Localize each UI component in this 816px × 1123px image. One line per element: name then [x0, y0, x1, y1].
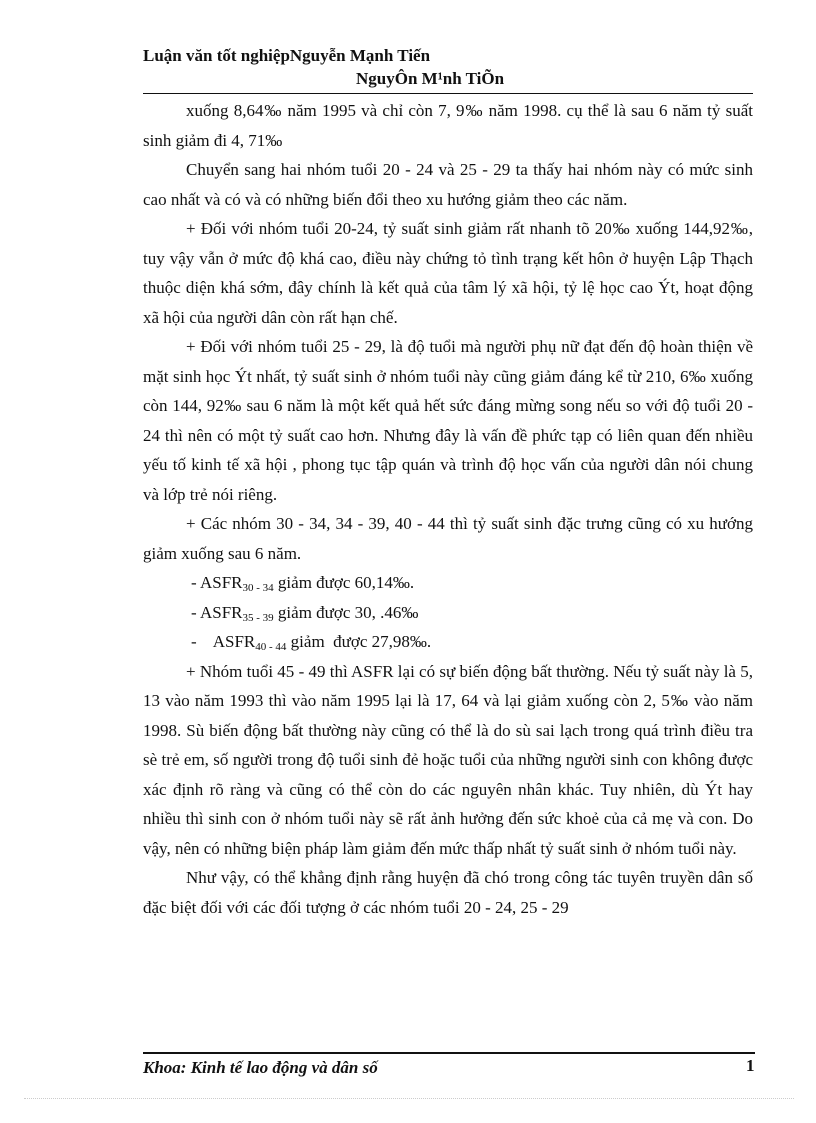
page-number: 1: [746, 1056, 755, 1075]
paragraph-6: + Nhóm tuổi 45 - 49 thì ASFR lại có sự biến động bất thường. Nếu tỷ suất này là 5, 13 vào năm 1993 thì vào năm 1995 lại là 17, 64 và lại giảm xuống còn 2, 5‰ vào năm 1998. Sù biến động bất thường này cũng có thể là do sù sai lạch trong quá trình điều tra sè trẻ em, số người trong độ tuổi sinh đẻ hoặc tuổi của những người sinh con không được xác định rõ ràng và cũng có thể còn do các nguyên nhân khác. Tuy nhiên, dù Ýt hay nhiều thì sinh con ở nhóm tuổi này sẽ rất ảnh hưởng đến sức khoẻ của cả mẹ và con. Do vậy, nên có những biện pháp làm giảm đến mức thấp nhất tỷ suất sinh ở nhóm tuổi này.: [143, 661, 753, 858]
footer-rule: [143, 1052, 755, 1054]
asfr-list-item: - $ASFR_{40 - 44}$ giảm được 27,98‰.: [191, 632, 432, 653]
paragraph-3: + Đối với nhóm tuổi 20-24, tỷ suất sinh giảm rất nhanh tõ 20‰ xuống 144,92‰, tuy vậy vẫn ở mức độ khá cao, điều này chứng tỏ tình trạng kết hôn ở huyện Lập Thạch thuộc diện khá sớm, đây chính là kết quả của tâm lý xã hội, tỷ lệ học cao Ýt, hoạt động xã hội của người dân còn rất hạn chế.: [143, 219, 753, 327]
paragraph-5: + Các nhóm 30 - 34, 34 - 39, 40 - 44 thì tỷ suất sinh đặc trưng cũng có xu hướng giảm xuống sau 6 năm.: [143, 514, 753, 563]
page-bottom-border: [24, 1098, 794, 1099]
asfr-list-item: - $ASFR_{30 - 34}$ giảm được 60,14‰.: [191, 573, 415, 594]
footer-faculty: Khoa: Kinh tế lao động và dân số: [143, 1058, 378, 1077]
asfr-list-item: - $ASFR_{35 - 39}$ giảm được 30, .46‰: [191, 602, 419, 624]
paragraph-7: Như vậy, có thể khẳng định rằng huyện đã chó trong công tác tuyên truyền dân số đặc biệt đối với các đối tượng ở các nhóm tuổi 20 - 24, 25 - 29: [143, 868, 753, 917]
paragraph-2: Chuyển sang hai nhóm tuổi 20 - 24 và 25 - 29 ta thấy hai nhóm này có mức sinh cao nhất và có và có những biến đổi theo xu hướng giảm theo các năm.: [143, 160, 753, 209]
paragraph-1: xuống 8,64‰ năm 1995 và chỉ còn 7, 9‰ năm 1998. cụ thể là sau 6 năm tỷ suất sinh giảm đi 4, 71‰: [143, 101, 753, 150]
document-header-author: NguyÔn M¹nh TiÕn: [356, 69, 505, 88]
document-body: [143, 96, 753, 922]
document-header-title: Luận văn tốt nghiệpNguyễn Mạnh Tiến: [143, 46, 431, 65]
header-rule: [143, 93, 753, 94]
paragraph-4: + Đối với nhóm tuổi 25 - 29, là độ tuổi mà người phụ nữ đạt đến độ hoàn thiện về mặt sinh học Ýt nhất, tỷ suất sinh ở nhóm tuổi này cũng giảm đáng kể từ 210, 6‰ xuống còn 144, 92‰ sau 6 năm là một kết quả hết sức đáng mừng song nếu so với độ tuổi 20 - 24 thì nên có một tỷ suất cao hơn. Nhưng đây là vấn đề phức tạp có liên quan đến nhiều yếu tố kinh tế xã hội , phong tục tập quán và trình độ học vấn của người dân nói chung và lớp trẻ nói riêng.: [143, 337, 753, 504]
